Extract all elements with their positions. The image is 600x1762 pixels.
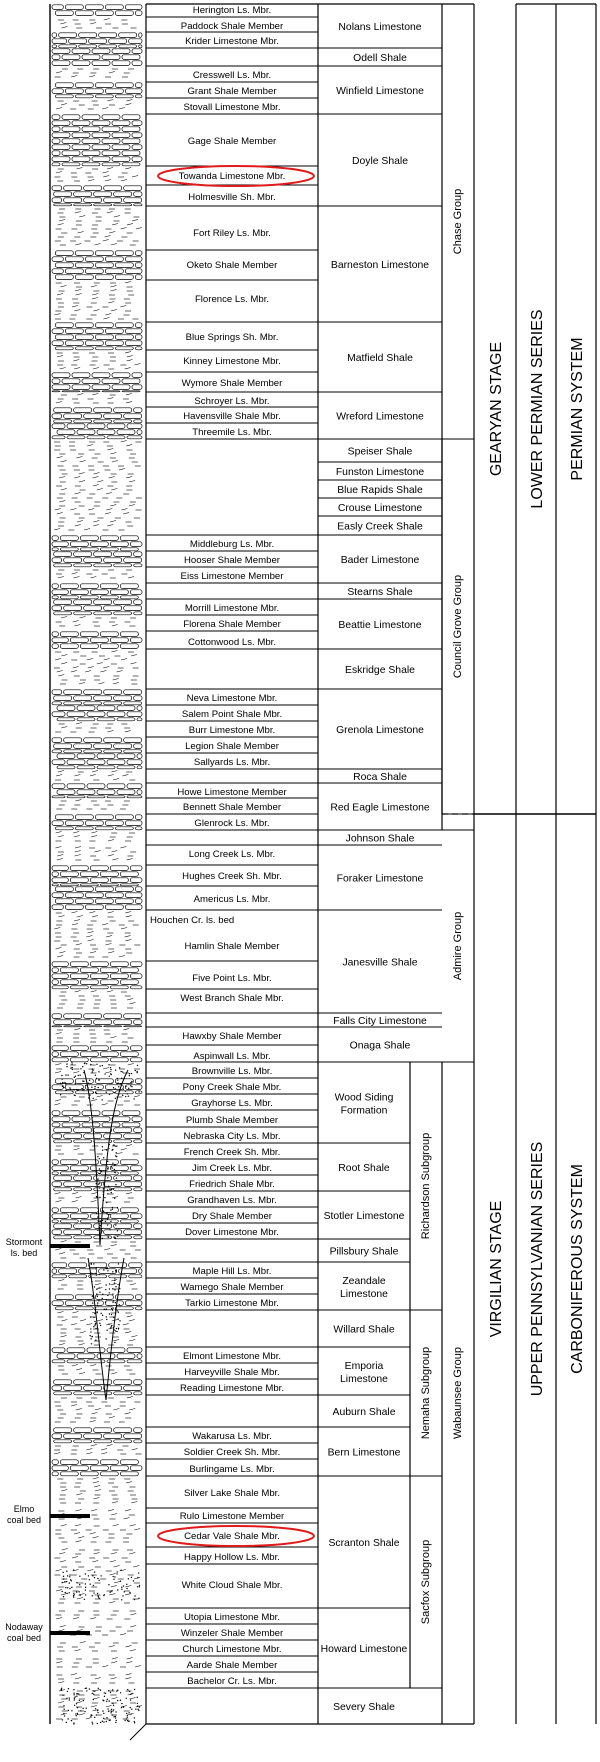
member-grandhaven-ls-mbr: Grandhaven Ls. Mbr.: [187, 1195, 277, 1206]
member-cresswell-ls-mbr: Cresswell Ls. Mbr.: [192, 70, 272, 81]
member-paddock-shale-member: Paddock Shale Member: [180, 21, 284, 32]
formation-barneston-limestone: Barneston Limestone: [330, 260, 430, 271]
member-cottonwood-ls-mbr: Cottonwood Ls. Mbr.: [188, 637, 276, 648]
formation-bader-limestone: Bader Limestone: [340, 555, 420, 566]
member-aarde-shale-member: Aarde Shale Member: [186, 1660, 278, 1671]
member-harveyville-shale-mbr: Harveyville Shale Mbr.: [184, 1367, 280, 1378]
member-neva-limestone-mbr: Neva Limestone Mbr.: [186, 693, 278, 704]
member-hooser-shale-member: Hooser Shale Member: [184, 555, 280, 566]
formation-zeandale-line2: Limestone: [340, 1289, 388, 1300]
member-morrill-limestone-mbr: Morrill Limestone Mbr.: [184, 603, 280, 614]
member-stovall-limestone-mbr: Stovall Limestone Mbr.: [183, 102, 281, 113]
member-wamego-shale-member: Wamego Shale Member: [180, 1282, 284, 1293]
member-rulo-limestone-member: Rulo Limestone Member: [179, 1511, 285, 1522]
formation-auburn-shale: Auburn Shale: [332, 1407, 396, 1418]
bed-note-elmo: Elmo: [13, 1504, 35, 1514]
member-friedrich-shale-mbr: Friedrich Shale Mbr.: [189, 1179, 275, 1190]
formation-johnson-shale: Johnson Shale: [345, 833, 415, 845]
formation-onaga-shale: Onaga Shale: [349, 1040, 411, 1052]
member-nebraska-city-ls-mbr: Nebraska City Ls. Mbr.: [183, 1131, 281, 1142]
member-long-creek-ls-mbr: Long Creek Ls. Mbr.: [188, 849, 276, 860]
member-happy-hollow-ls-mbr: Happy Hollow Ls. Mbr.: [184, 1552, 280, 1563]
member-elmont-limestone-mbr: Elmont Limestone Mbr.: [182, 1351, 282, 1362]
member-legion-shale-member: Legion Shale Member: [185, 741, 279, 752]
member-bachelor-cr-ls-mbr: Bachelor Cr. Ls. Mbr.: [187, 1676, 277, 1687]
member-holmesville-sh-mbr: Holmesville Sh. Mbr.: [188, 192, 276, 203]
member-florence-ls-mbr: Florence Ls. Mbr.: [194, 294, 270, 305]
member-wymore-shale-member: Wymore Shale Member: [181, 378, 283, 389]
series-upper-pennsylvanian-series: UPPER PENNSYLVANIAN SERIES: [529, 1141, 547, 1397]
formation-doyle-shale: Doyle Shale: [351, 156, 409, 167]
formation-eskridge-shale: Eskridge Shale: [345, 665, 415, 676]
formation-matfield-shale: Matfield Shale: [347, 353, 413, 364]
formation-pillsbury-shale: Pillsbury Shale: [329, 1246, 399, 1258]
member-oketo-shale-member: Oketo Shale Member: [186, 260, 278, 271]
member-five-point-ls-mbr: Five Point Ls. Mbr.: [192, 973, 272, 984]
member-middleburg-ls-mbr: Middleburg Ls. Mbr.: [189, 539, 275, 550]
member-havensville-shale-mbr: Havensville Shale Mbr.: [183, 411, 281, 422]
system-permian-system: PERMIAN SYSTEM: [569, 337, 587, 481]
member-bennett-shale-member: Bennett Shale Member: [182, 802, 282, 813]
member-herington-ls-mbr: Herington Ls. Mbr.: [192, 5, 272, 16]
bed-note-elmo-line2: coal bed: [6, 1515, 42, 1525]
member-gage-shale-member: Gage Shale Member: [187, 136, 277, 147]
formation-roca-shale: Roca Shale: [353, 772, 407, 783]
member-howe-limestone-member: Howe Limestone Member: [177, 787, 287, 798]
group-wabaunsee-group: Wabaunsee Group: [451, 1347, 464, 1439]
member-hawxby-shale-member: Hawxby Shale Member: [182, 1031, 282, 1042]
member-fort-riley-ls-mbr: Fort Riley Ls. Mbr.: [193, 228, 271, 239]
formation-red-eagle-limestone: Red Eagle Limestone: [330, 802, 430, 814]
member-eiss-limestone-member: Eiss Limestone Member: [180, 571, 284, 582]
formation-scranton-shale: Scranton Shale: [328, 1538, 400, 1549]
member-utopia-limestone-mbr: Utopia Limestone Mbr.: [184, 1612, 280, 1623]
group-council-grove-group: Council Grove Group: [451, 574, 464, 679]
column-base-line: [130, 1724, 146, 1740]
member-dry-shale-member: Dry Shale Member: [192, 1211, 272, 1222]
series-lower-permian-series: LOWER PERMIAN SERIES: [529, 309, 547, 509]
formation-bern-limestone: Bern Limestone: [327, 1447, 401, 1459]
formation-easly-creek-shale: Easly Creek Shale: [337, 521, 423, 533]
member-plumb-shale-member: Plumb Shale Member: [185, 1115, 279, 1126]
formation-howard-limestone: Howard Limestone: [320, 1644, 408, 1655]
subgroup-sacfox-subgroup: Sacfox Subgroup: [419, 1539, 432, 1625]
member-jim-creek-ls-mbr: Jim Creek Ls. Mbr.: [192, 1163, 272, 1174]
bed-note-stormont: Stormont: [5, 1237, 43, 1247]
member-winzeler-shale-member: Winzeler Shale Member: [180, 1628, 284, 1639]
coal-bed-mark: [50, 1631, 90, 1635]
member-tarkio-limestone-mbr: Tarkio Limestone Mbr.: [185, 1298, 279, 1309]
formation-grenola-limestone: Grenola Limestone: [336, 725, 424, 736]
member-burr-limestone-mbr: Burr Limestone Mbr.: [188, 725, 276, 736]
bed-note-nodaway-line2: coal bed: [6, 1633, 42, 1643]
member-grayhorse-ls-mbr: Grayhorse Ls. Mbr.: [191, 1098, 273, 1109]
group-chase-group: Chase Group: [451, 188, 464, 255]
formation-nolans-limestone: Nolans Limestone: [338, 22, 422, 33]
member-brownville-ls-mbr: Brownville Ls. Mbr.: [191, 1066, 273, 1077]
member-towanda-limestone-mbr: Towanda Limestone Mbr.: [178, 171, 286, 182]
formation-falls-city-limestone: Falls City Limestone: [333, 1016, 427, 1027]
formation-odell-shale: Odell Shale: [353, 53, 407, 64]
group-admire-group: Admire Group: [451, 911, 464, 981]
bed-note-nodaway: Nodaway: [5, 1622, 43, 1632]
member-west-branch-shale-mbr: West Branch Shale Mbr.: [180, 993, 284, 1004]
subgroup-nemaha-subgroup: Nemaha Subgroup: [419, 1346, 432, 1440]
member-grant-shale-member: Grant Shale Member: [187, 86, 277, 97]
formation-emporia-line2: Limestone: [340, 1374, 388, 1385]
member-soldier-creek-sh-mbr: Soldier Creek Sh. Mbr.: [183, 1447, 281, 1458]
formation-willard-shale: Willard Shale: [333, 1324, 395, 1336]
member-dover-limestone-mbr: Dover Limestone Mbr.: [185, 1227, 279, 1238]
member-reading-limestone-mbr: Reading Limestone Mbr.: [180, 1383, 284, 1394]
subgroup-richardson-subgroup: Richardson Subgroup: [419, 1132, 432, 1240]
formation-beattie-limestone: Beattie Limestone: [338, 620, 422, 631]
formation-janesville-shale: Janesville Shale: [342, 957, 418, 969]
formation-zeandale: Zeandale: [342, 1276, 386, 1287]
member-hamlin-shale-member: Hamlin Shale Member: [184, 941, 280, 952]
member-burlingame-ls-mbr: Burlingame Ls. Mbr.: [189, 1464, 275, 1475]
member-cedar-vale-shale-mbr: Cedar Vale Shale Mbr.: [184, 1531, 280, 1542]
bed-note-stormont-line2: ls. bed: [10, 1248, 38, 1258]
bed-houchen-cr-ls-bed: Houchen Cr. ls. bed: [150, 915, 235, 926]
formation-winfield-limestone: Winfield Limestone: [336, 86, 424, 97]
member-maple-hill-ls-mbr: Maple Hill Ls. Mbr.: [192, 1266, 272, 1277]
member-americus-ls-mbr: Americus Ls. Mbr.: [193, 894, 271, 905]
stage-virgilian-stage: VIRGILIAN STAGE: [488, 1200, 506, 1338]
coal-bed-mark: [50, 1244, 90, 1248]
member-glenrock-ls-mbr: Glenrock Ls. Mbr.: [194, 818, 270, 829]
member-kinney-limestone-mbr: Kinney Limestone Mbr.: [183, 356, 281, 367]
member-aspinwall-ls-mbr: Aspinwall Ls. Mbr.: [193, 1051, 271, 1062]
formation-wood-siding-line2: Formation: [340, 1105, 388, 1117]
formation-speiser-shale: Speiser Shale: [347, 446, 413, 458]
formation-foraker-limestone: Foraker Limestone: [336, 873, 424, 885]
member-wakarusa-ls-mbr: Wakarusa Ls. Mbr.: [192, 1431, 272, 1442]
formation-crouse-limestone: Crouse Limestone: [337, 503, 423, 514]
formation-funston-limestone: Funston Limestone: [335, 467, 425, 478]
member-schroyer-ls-mbr: Schroyer Ls. Mbr.: [194, 396, 270, 407]
member-blue-springs-sh-mbr: Blue Springs Sh. Mbr.: [185, 332, 279, 343]
lithology-column: [50, 5, 142, 1725]
member-florena-shale-member: Florena Shale Member: [183, 619, 281, 630]
formation-wood-siding: Wood Siding: [334, 1092, 394, 1104]
member-salem-point-shale-mbr: Salem Point Shale Mbr.: [181, 709, 283, 720]
formation-root-shale: Root Shale: [338, 1163, 390, 1174]
member-church-limestone-mbr: Church Limestone Mbr.: [182, 1644, 282, 1655]
formation-stotler-limestone: Stotler Limestone: [323, 1211, 405, 1222]
member-hughes-creek-sh-mbr: Hughes Creek Sh. Mbr.: [182, 871, 282, 882]
formation-emporia: Emporia: [344, 1361, 384, 1372]
formation-blue-rapids-shale: Blue Rapids Shale: [337, 485, 423, 496]
stage-gearyan-stage: GEARYAN STAGE: [488, 341, 506, 477]
member-silver-lake-shale-mbr: Silver Lake Shale Mbr.: [184, 1488, 280, 1499]
member-krider-limestone-mbr: Krider Limestone Mbr.: [185, 36, 279, 47]
member-white-cloud-shale-mbr: White Cloud Shale Mbr.: [181, 1580, 283, 1591]
member-sallyards-ls-mbr: Sallyards Ls. Mbr.: [193, 757, 271, 768]
formation-wreford-limestone: Wreford Limestone: [336, 411, 424, 423]
member-pony-creek-shale-mbr: Pony Creek Shale Mbr.: [182, 1082, 282, 1093]
formation-severy-shale: Severy Shale: [333, 1702, 395, 1713]
member-french-creek-sh-mbr: French Creek Sh. Mbr.: [183, 1147, 281, 1158]
member-threemile-ls-mbr: Threemile Ls. Mbr.: [192, 427, 272, 438]
formation-stearns-shale: Stearns Shale: [347, 587, 413, 598]
coal-bed-mark: [50, 1514, 90, 1518]
system-carboniferous-system: CARBONIFEROUS SYSTEM: [569, 1164, 587, 1374]
